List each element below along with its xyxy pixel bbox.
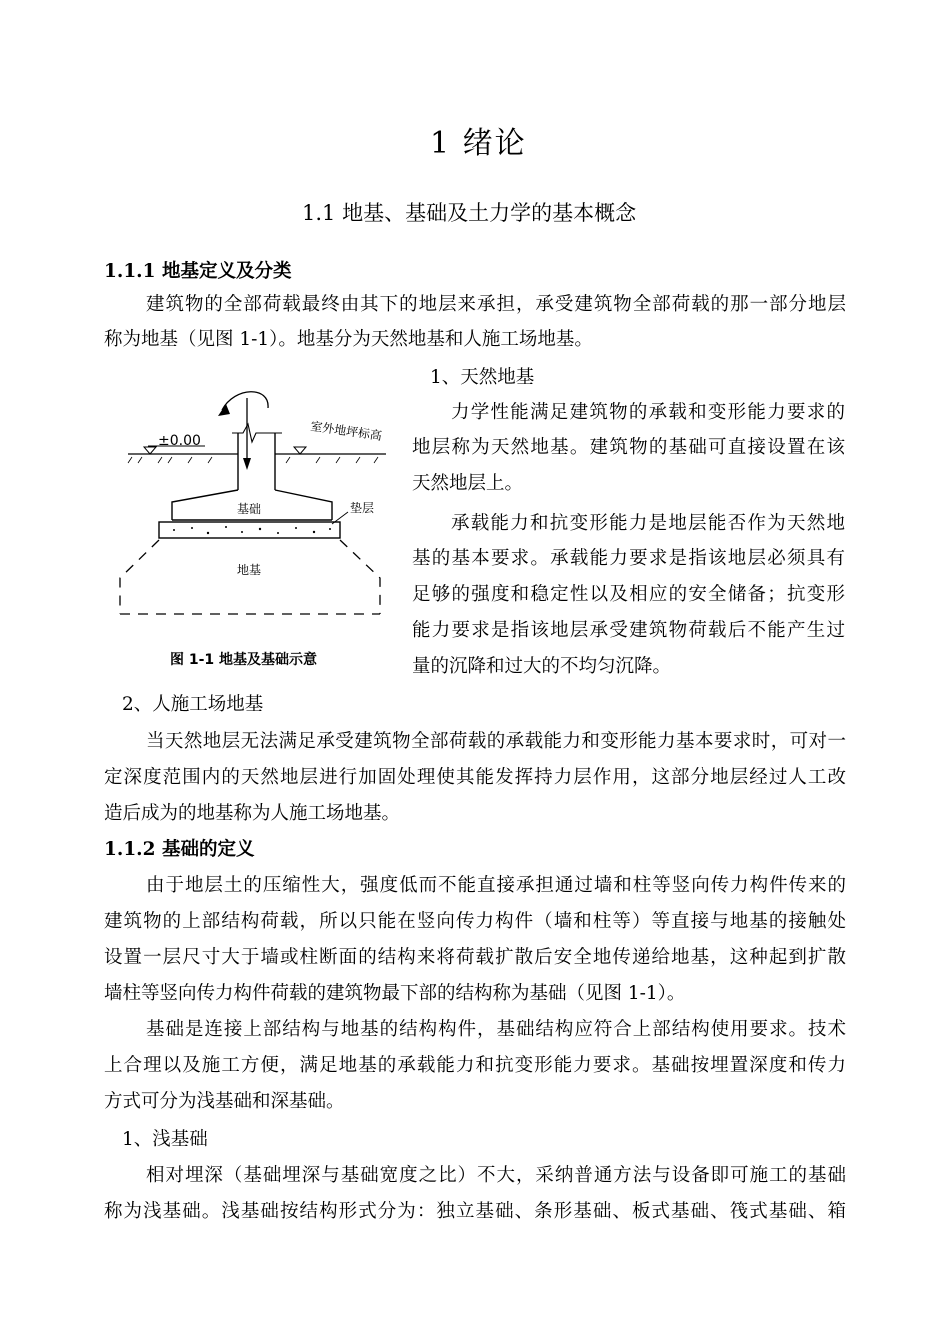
chapter-title: 1 绪论 <box>430 126 527 161</box>
paragraph-line: 能力要求是指该地层承受建筑物荷载后不能产生过 <box>412 620 845 641</box>
paragraph-line: 当天然地层无法满足承受建筑物全部荷载的承载能力和变形能力基本要求时，可对一 <box>146 731 846 752</box>
paragraph-line: 相对埋深（基础埋深与基础宽度之比）不大，采纳普通方法与设备即可施工的基础 <box>146 1165 846 1186</box>
paragraph-line: 基的基本要求。承载能力要求是指该地层必须具有 <box>412 548 845 569</box>
paragraph-line: 地层称为天然地基。建筑物的基础可直接设置在该 <box>412 437 845 458</box>
paragraph-line: 量的沉降和过大的不均匀沉降。 <box>412 656 672 677</box>
foundation-label: 基础 <box>237 502 262 516</box>
paragraph-line: 方式可分为浅基础和深基础。 <box>104 1091 345 1112</box>
paragraph-line: 建筑物的全部荷载最终由其下的地层来承担，承受建筑物全部荷载的那一部分地层 <box>146 294 846 315</box>
item-title-natural-subgrade: 1、天然地基 <box>430 367 535 388</box>
item-title-artificial-subgrade: 2、人施工场地基 <box>122 694 264 715</box>
paragraph-line: 足够的强度和稳定性以及相应的安全储备；抗变形 <box>412 584 845 605</box>
cushion-label: 垫层 <box>350 501 375 515</box>
paragraph-line: 称为浅基础。浅基础按结构形式分为：独立基础、条形基础、板式基础、筏式基础、箱 <box>104 1201 846 1222</box>
paragraph-line: 上合理以及施工方便，满足地基的承载能力和抗变形能力要求。基础按埋置深度和传力 <box>104 1055 846 1076</box>
paragraph-line: 由于地层土的压缩性大，强度低而不能直接承担通过墙和柱等竖向传力构件传来的 <box>146 875 846 896</box>
subsection-heading-1-1-2: 1.1.2 基础的定义 <box>104 839 255 860</box>
paragraph-line: 墙柱等竖向传力构件荷载的建筑物最下部的结构称为基础（见图 1-1）。 <box>104 983 686 1004</box>
paragraph-line: 称为地基（见图 1-1）。地基分为天然地基和人施工场地基。 <box>104 329 593 350</box>
section-title: 1.1 地基、基础及土力学的基本概念 <box>302 201 637 225</box>
paragraph-line: 天然地层上。 <box>412 473 524 494</box>
paragraph-line: 基础是连接上部结构与地基的结构构件，基础结构应符合上部结构使用要求。技术 <box>146 1019 846 1040</box>
paragraph-line: 建筑物的上部结构荷载，所以只能在竖向传力构件（墙和柱等）等直接与地基的接触处 <box>104 911 846 932</box>
paragraph-line: 定深度范围内的天然地层进行加固处理使其能发挥持力层作用，这部分地层经过人工改 <box>104 767 846 788</box>
elevation-label: ±0.00 <box>158 433 201 449</box>
foundation-diagram <box>110 378 400 678</box>
paragraph-line: 承载能力和抗变形能力是地层能否作为天然地 <box>451 513 845 534</box>
paragraph-line: 造后成为的地基称为人施工场地基。 <box>104 803 401 824</box>
ground-level-label: 室外地坪标高 <box>309 419 383 443</box>
subgrade-label: 地基 <box>237 563 262 577</box>
paragraph-line: 力学性能满足建筑物的承载和变形能力要求的 <box>451 402 845 423</box>
subsection-heading-1-1-1: 1.1.1 地基定义及分类 <box>104 261 292 282</box>
figure-caption: 图 1-1 地基及基础示意 <box>170 652 318 668</box>
item-title-shallow-foundation: 1、浅基础 <box>122 1129 208 1150</box>
paragraph-line: 设置一层尺寸大于墙或柱断面的结构来将荷载扩散后安全地传递给地基，这种起到扩散 <box>104 947 846 968</box>
